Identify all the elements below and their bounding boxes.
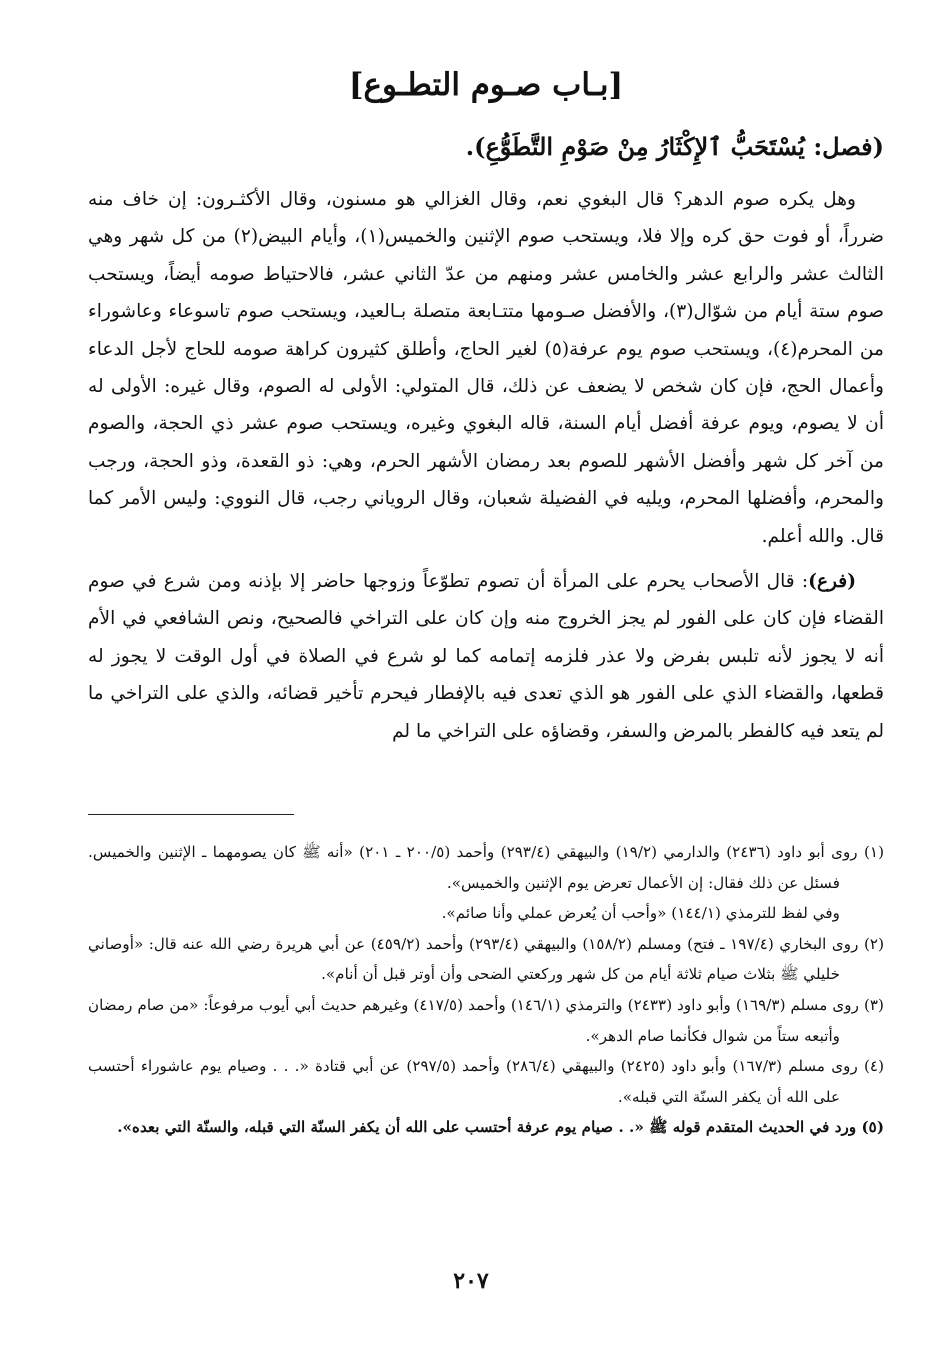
paragraph-label: (فرع)	[808, 571, 856, 593]
footnotes-section	[88, 837, 884, 1143]
footnote-1: (١) روى أبو داود (٢٤٣٦) والدارمي (١٩/٢) والبيهقي (٢٩٣/٤) وأحمد (٢٠٠/٥ ـ ٢٠١) «أنه ﷺ كان يصومهما ـ الإثنين والخميس. فسئل عن ذلك فقال: إن الأعمال تعرض يوم الإثنين والخميس».	[88, 843, 885, 892]
section-heading: (فصل: يُسْتَحَبُّ ٱلإِكْثَارُ مِنْ صَوْمِ التَّطَوُّعِ).	[465, 132, 884, 161]
footnote-separator	[88, 814, 294, 815]
body-paragraph-2	[88, 563, 884, 750]
page-number: ٢٠٧	[453, 1268, 489, 1294]
body-paragraph-1: وهل يكره صوم الدهر؟ قال البغوي نعم، وقال الغزالي هو مسنون، وقال الأكثـرون: إن خاف منه ضرراً، أو فوت حق كره وإلا فلا، ويستحب صوم الإثنين والخميس(١)، وأيام البيض(٢) من كل شهر وهي الثالث عشر والرابع عشر والخامس عشر ومنهم من عدّ الثاني عشر، فالاحتياط صومه أيضاً، ويستحب صوم ستة أيام من شوّال(٣)، والأفضل صـومها متتـابعة متصلة بـالعيد، ويستحب صوم تاسوعاء وعاشوراء من المحرم(٤)، ويستحب صوم يوم عرفة(٥) لغير الحاج، وأطلق كثيرون كراهة صومه للحاج لأجل الدعاء وأعمال الحج، فإن كان شخص لا يضعف عن ذلك، قال المتولي: الأولى له الصوم، وقال غيره: الأولى له أن لا يصوم، ويوم عرفة أفضل أيام السنة، قاله البغوي وغيره، ويستحب صوم عشر ذي الحجة، والصوم من آخر كل شهر وأفضل الأشهر للصوم بعد رمضان الأشهر الحرم، وهي: ذو القعدة، وذو الحجة، ورجب والمحرم، وأفضلها المحرم، ويليه في الفضيلة شعبان، وقال الروياني رجب، قال النووي: وليس الأمر كما قال. والله أعلم.	[88, 189, 884, 547]
footnote-4: (٤) روى مسلم (١٦٧/٣) وأبو داود (٢٤٢٥) والبيهقي (٢٨٦/٤) وأحمد (٢٩٧/٥) عن أبي قتادة «. . . وصيام يوم عاشوراء أحتسب على الله أن يكفر السنّة التي قبله».	[88, 1057, 884, 1106]
chapter-title: [بـاب صـوم التطـوع]	[348, 67, 624, 103]
footnote-5: (٥) ورد في الحديث المتقدم قوله ﷺ «. . صيام يوم عرفة أحتسب على الله أن يكفر السنّة التي قبله، والسنّة التي بعده».	[117, 1118, 884, 1137]
footnote-3: (٣) روى مسلم (١٦٩/٣) وأبو داود (٢٤٣٣) والترمذي (١٤٦/١) وأحمد (٤١٧/٥) وغيرهم حديث أبي أيوب مرفوعاً: «من صام رمضان وأتبعه ستاً من شوال فكأنما صام الدهر».	[88, 996, 884, 1045]
footnote-1-continuation: وفي لفظ للترمذي (١٤٤/١) «وأحب أن يُعرض عملي وأنا صائم».	[441, 904, 840, 923]
book-page	[88, 55, 884, 1355]
footnote-2: (٢) روى البخاري (١٩٧/٤ ـ فتح) ومسلم (١٥٨/٢) والبيهقي (٢٩٣/٤) وأحمد (٤٥٩/٢) عن أبي هريرة رضي الله عنه قال: «أوصاني خليلي ﷺ بثلاث صيام ثلاثة أيام من كل شهر وركعتي الضحى وأن أوتر قبل أن أنام».	[88, 934, 885, 984]
paragraph-2-text: : قال الأصحاب يحرم على المرأة أن تصوم تطوّعاً وزوجها حاضر إلا بإذنه ومن شرع في صوم القضاء فإن كان على الفور لم يجز الخروج منه وإن كان على التراخي فالصحيح، ونص الشافعي في الأم أنه لا يجوز لأنه تلبس بفرض ولا عذر فلزمه إتمامه كما لو شرع في الصلاة في أول الوقت لا يجوز له قطعها، والقضاء الذي على الفور هو الذي تعدى فيه بالإفطار فيحرم تأخير قضائه، والذي على التراخي ما لم يتعد فيه كالفطر بالمرض والسفر، وقضاؤه على التراخي ما لم	[88, 571, 884, 742]
